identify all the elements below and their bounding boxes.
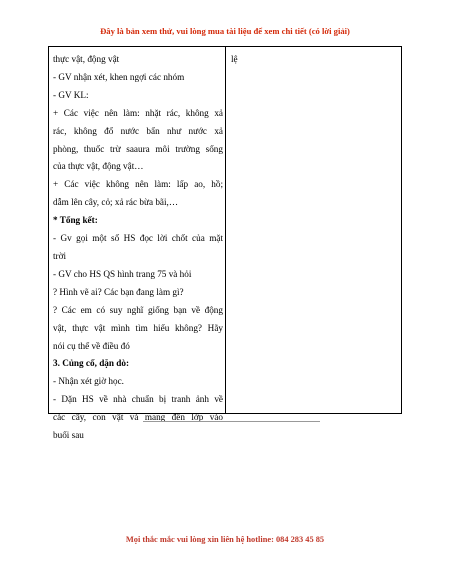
- activity-text-line: buổi sau: [53, 430, 84, 441]
- activity-text-line: dẫm lên cây, cỏ; xả rác bừa bãi,…: [53, 197, 179, 208]
- column-divider: [225, 47, 226, 413]
- student-column: [231, 51, 397, 69]
- activity-text-line: - Gv gọi một số HS đọc lời chốt của mặt: [53, 233, 223, 244]
- preview-notice-banner: Đây là bản xem thử, vui lòng mua tài liệu để xem chi tiết (có lời giải): [100, 26, 350, 36]
- activity-heading: * Tổng kết:: [53, 215, 98, 226]
- hotline-notice-banner: Mọi thắc mắc vui lòng xin liên hệ hotline: 084 283 45 85: [125, 535, 325, 544]
- activity-text-line: - Dặn HS về nhà chuẩn bị tranh ảnh về: [53, 394, 223, 405]
- activity-text-line: rác, không đổ nước bẩn như nước xả: [53, 125, 223, 136]
- activity-text-line: vật, thực vật mình tìm hiểu không? Hãy: [53, 322, 223, 333]
- activity-text-line: - GV KL:: [53, 89, 89, 100]
- lesson-table: [48, 46, 402, 441]
- student-text-line: lệ: [231, 54, 238, 64]
- activity-text-line: - GV cho HS QS hình trang 75 và hỏi: [53, 268, 192, 279]
- activity-text-line: của thực vật, động vật…: [53, 161, 144, 172]
- activity-text-line: trời: [53, 250, 67, 261]
- activity-column: [53, 51, 223, 445]
- activity-text-line: nói cụ thể về điều đó: [53, 340, 130, 351]
- activity-text-line: + Các việc không nên làm: lấp ao, hồ;: [53, 179, 223, 190]
- activity-text-line: thực vật, động vật: [53, 54, 120, 64]
- activity-text-line: ? Hình vẽ ai? Các bạn đang làm gì?: [53, 286, 184, 297]
- activity-text-line: các cây, con vật và mang đến lớp vào: [53, 412, 223, 423]
- activity-text-line: ? Các em có suy nghĩ giống bạn về động: [53, 304, 223, 315]
- activity-text-line: phòng, thuốc trừ saaura môi trường sống: [53, 143, 223, 154]
- activity-heading: 3. Củng cố, dặn dò:: [53, 358, 130, 369]
- activity-text-line: - Nhận xét giờ học.: [53, 376, 124, 387]
- activity-text-line: - GV nhận xét, khen ngợi các nhóm: [53, 71, 185, 82]
- activity-text-line: + Các việc nên làm: nhặt rác, không xả: [53, 107, 223, 118]
- footnote-separator: [143, 421, 320, 422]
